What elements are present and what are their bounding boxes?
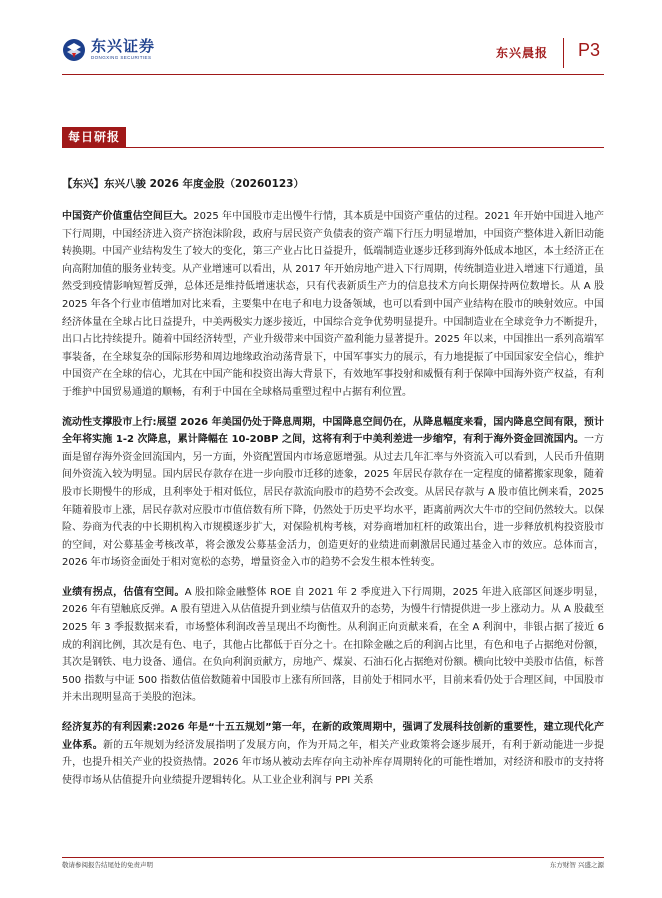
header-rule	[62, 74, 604, 75]
paragraph	[62, 719, 604, 789]
paragraph-lead: 业绩有拐点，估值有空间。	[62, 586, 185, 598]
header-divider	[563, 38, 564, 68]
disclaimer-note: 敬请参阅报告结尾处的免责声明	[62, 861, 153, 869]
logo-mark-icon	[62, 38, 86, 62]
paragraph-text: 一方面是留存海外资金回流国内，另一方面，外资配置国内市场意愿增强。从过去几年汇率与外资流入可以看到，人民币升值期间外资流入较为明显。国内居民存款存在进一步向股市迁移的迹象，2025 年居民存款存在一定程度的储蓄搬家现象，随着股市长期慢牛的形成，且利率处于相对低位，居民存款流向股市的趋势不会改变。从居民存款与 A 股市值比例来看，2025 年随着股市上涨，居民存款对应股市市值倍数有所下降，仍然处于历史平均水平，距离前两次大牛市的空间仍然较大。以保险、券商为代表的中长期机构入市规模逐步扩大，对保险机构考核，对券商增加杠杆的政策出台，进一步释放机构投资股市的空间，对公募基金考核改革，将会激发公募基金活力，创造更好的业绩进而刺激居民通过基金入市的效应。总体而言，2026 年市场资金面处于相对宽松的态势，增量资金入市的趋势不会发生根本性转变。	[62, 434, 604, 569]
paragraph	[62, 584, 604, 707]
publication-title: 东兴晨报	[495, 46, 548, 60]
paragraph-lead: 中国资产价值重估空间巨大。	[62, 211, 194, 222]
company-logo	[62, 38, 155, 62]
page-number: P3	[577, 40, 600, 60]
section-tag: 每日研报	[62, 127, 126, 147]
paragraph-text: A 股扣除金融整体 ROE 自 2021 年 2 季度进入下行周期，2025 年进入底部区间逐步明显，2026 年有望触底反弹。A 股有望进入从估值提升到业绩与估值双升的态势，为慢牛行情提供进一步上涨动力。从 A 股截至 2025 年 3 季报数据来看，市场整体利润改善呈现出不均衡性。从利润正向贡献来看，在全 A 利润中，非银占据了接近 6 成的利润比例，其次是有色、电子，其他占比都低于百分之十。在扣除金融之后的利润占比里，有色和电子占据绝对份额，其次是钢铁、电力设备、通信。在负向利润贡献方，房地产、煤炭、石油石化占据绝对份额。横向比较中美股市估值，标普 500 指数与中证 500 指数估值倍数随着中国股市上涨有所回落，目前处于相同水平，目前来看仍处于合理区间，中国股市并未出现明显高于美股的泡沫。	[62, 586, 605, 704]
paragraph	[62, 208, 604, 402]
footer-rule	[62, 857, 604, 858]
report-title: 【东兴】东兴八骏 2026 年度金股（20260123）	[62, 178, 304, 190]
paragraph-text: 新的五年规划为经济发展指明了发展方向，作为开局之年，相关产业政策将会逐步展开，有利于新动能进一步提升，也提升相关产业的投资热情。2026 年市场从被动去库存向主动补库存周期转化的可能性增加，对经济和股市的支持将使得市场从估值提升向业绩提升逻辑转化。从工业企业利润与 PPI 关系	[62, 739, 605, 786]
section-rule	[62, 147, 604, 148]
logo-chinese-name: 东兴证券	[91, 37, 156, 56]
logo-english-name: DONGXING SECURITIES	[91, 55, 152, 61]
page-header	[62, 30, 604, 72]
paragraph	[62, 414, 604, 572]
paragraph-text: 2025 年中国股市走出慢牛行情，其本质是中国资产重估的过程。2021 年开始中国进入地产下行周期，中国经济进入资产挤泡沫阶段，政府与居民资产负债表的资产端下行压力明显增加，中国资产整体进入新旧动能转换期。中国产业结构发生了较大的变化，第三产业占比日益提升，低端制造业逐步迁移到海外低成本地区，本土经济正在向高附加值的服务业转变。从产业增速可以看出，从 2017 年开始房地产进入下行周期，传统制造业进入增速下行通道，虽然受到疫情影响短暂反弹，总体还是维持低增速状态，只有代表新质生产力的信息技术方向长期保持两位数增长。从 A 股 2025 年各个行业市值增加对比来看，主要集中在电子和电力设备领域，也可以看到中国产业结构在股市的映射效应。中国经济体量在全球占比日益提升，中美两极实力逐步接近，中国综合竞争优势明显提升。中国制造业在全球竞争力不断提升，出口占比持续提升。随着中国经济转型，产业升级带来中国资产盈利能力显著提升。2025 年以来，中国推出一系列高端军事装备，在全球复杂的国际形势和周边地缘政治动荡背景下，中国军事实力的展示，有力地提振了中国国家安全信心，维护中国资产在全球的信心，尤其在中国产能和投资出海大背景下，有效地军事投射和威慑有利于保障中国海外资产权益，有利于维护中国贸易通道的顺畅，有利于中国在全球格局重塑过程中占据有利位置。	[62, 211, 604, 398]
footer-slogan: 东方财智 兴盛之源	[549, 861, 604, 869]
report-body	[62, 208, 604, 789]
paragraph-lead: 经济复苏的有利因素:2026 年是“十五五规划”第一年，在新的政策周期中，强调了发展科技创新的重要性，建立现代化产业体系。	[62, 722, 604, 751]
paragraph-lead: 流动性支撑股市上行:展望 2026 年美国仍处于降息周期，中国降息空间仍在，从降息幅度来看，国内降息空间有限，预计全年将实施 1-2 次降息，累计降幅在 10-20BP 之间，这将有利于中美利差进一步缩窄，有利于海外资金回流国内。	[62, 416, 604, 446]
